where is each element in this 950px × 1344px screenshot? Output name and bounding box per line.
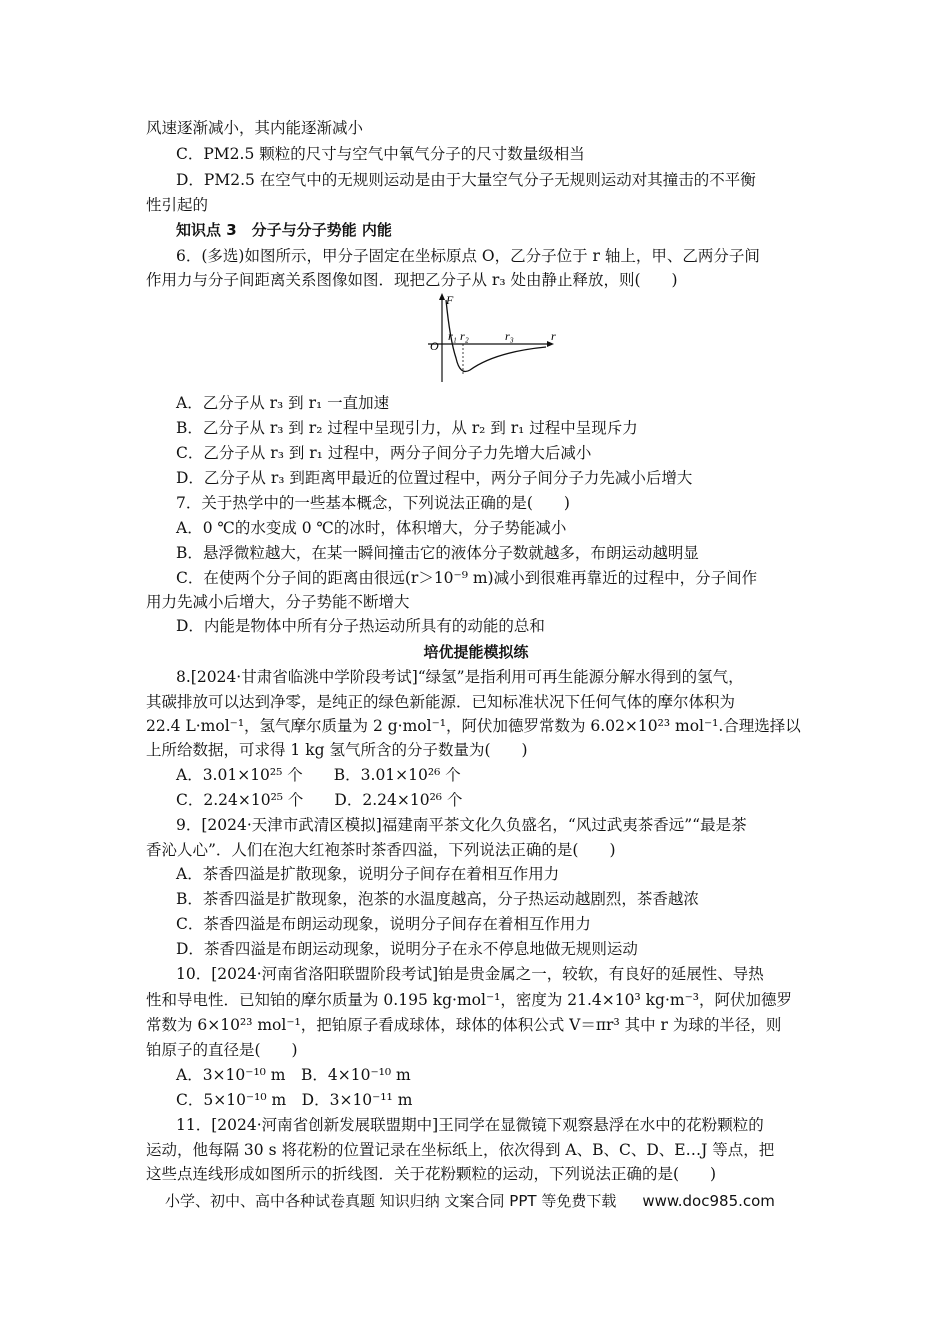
text-line: 性引起的: [146, 196, 209, 214]
option-a: A．茶香四溢是扩散现象，说明分子间存在着相互作用力: [176, 865, 560, 883]
option-c: C．茶香四溢是布朗运动现象，说明分子间存在着相互作用力: [176, 915, 591, 933]
option-c: C．在使两个分子间的距离由很远(r＞10⁻⁹ m)减小到很难再靠近的过程中，分子间作: [176, 569, 758, 587]
axis-r-label: r: [551, 329, 556, 343]
option-a: A．0 ℃的水变成 0 ℃的冰时，体积增大，分子势能减小: [176, 519, 567, 537]
text-line: 用力先减小后增大，分子势能不断增大: [146, 593, 410, 611]
options-cd: C．5×10⁻¹⁰ m D．3×10⁻¹¹ m: [176, 1091, 413, 1109]
options-ab: A．3.01×10²⁵ 个 B．3.01×10²⁶ 个: [176, 766, 461, 784]
option-c: C．乙分子从 r₃ 到 r₁ 过程中，两分子间分子力先增大后减小: [176, 444, 592, 462]
question-7: 7．关于热学中的一些基本概念，下列说法正确的是( ): [176, 494, 570, 512]
question-10: 10．[2024·河南省洛阳联盟阶段考试]铂是贵金属之一，较软，有良好的延展性、导热: [176, 965, 764, 983]
text-line: 风速逐渐减小，其内能逐渐减小: [146, 119, 364, 137]
text-line: 上所给数据，可求得 1 kg 氢气所含的分子数量为( ): [146, 741, 528, 759]
question-6: 6．(多选)如图所示，甲分子固定在坐标原点 O，乙分子位于 r 轴上，甲、乙两分子间: [176, 247, 760, 265]
text-line: D．PM2.5 在空气中的无规则运动是由于大量空气分子无规则运动对其撞击的不平衡: [176, 171, 756, 189]
r2-label: r₂: [460, 329, 469, 343]
origin-label: O: [430, 339, 439, 353]
text-line: 常数为 6×10²³ mol⁻¹，把铂原子看成球体，球体的体积公式 V＝πr³ 其中 r 为球的半径，则: [146, 1016, 782, 1034]
text-line: 22.4 L·mol⁻¹，氢气摩尔质量为 2 g·mol⁻¹，阿伏加德罗常数为 6.02×10²³ mol⁻¹.合理选择以: [146, 717, 801, 735]
options-ab: A．3×10⁻¹⁰ m B．4×10⁻¹⁰ m: [176, 1066, 411, 1084]
option-a: A．乙分子从 r₃ 到 r₁ 一直加速: [176, 394, 390, 412]
text-line: C．PM2.5 颗粒的尺寸与空气中氧气分子的尺寸数量级相当: [176, 145, 585, 163]
option-d: D．内能是物体中所有分子热运动所具有的动能的总和: [176, 617, 545, 635]
footer-url[interactable]: www.doc985.com: [642, 1192, 775, 1210]
question-11: 11．[2024·河南省创新发展联盟期中]王同学在显微镜下观察悬浮在水中的花粉颗粒的: [176, 1116, 764, 1134]
text-line: 其碳排放可以达到净零，是纯正的绿色新能源．已知标准状况下任何气体的摩尔体积为: [146, 693, 736, 711]
option-b: B．茶香四溢是扩散现象，泡茶的水温度越高，分子热运动越剧烈，茶香越浓: [176, 890, 699, 908]
text-line: 铂原子的直径是( ): [146, 1041, 298, 1059]
text-line: 作用力与分子间距离关系图像如图．现把乙分子从 r₃ 处由静止释放，则( ): [146, 271, 678, 289]
footer-text: 小学、初中、高中各种试卷真题 知识归纳 文案合同 PPT 等免费下载: [165, 1192, 617, 1210]
question-9: 9．[2024·天津市武清区模拟]福建南平茶文化久负盛名，“风过武夷茶香远”“最是茶: [176, 816, 747, 834]
options-cd: C．2.24×10²⁵ 个 D．2.24×10²⁶ 个: [176, 791, 463, 809]
axis-f-label: F: [446, 293, 454, 307]
force-distance-graph: [420, 290, 570, 390]
section-heading: 知识点 3 分子与分子势能 内能: [176, 221, 392, 239]
text-line: 这些点连线形成如图所示的折线图．关于花粉颗粒的运动，下列说法正确的是( ): [146, 1165, 717, 1183]
option-b: B．悬浮微粒越大，在某一瞬间撞击它的液体分子数就越多，布朗运动越明显: [176, 544, 699, 562]
text-line: 香沁人心”．人们在泡大红袍茶时茶香四溢，下列说法正确的是( ): [146, 841, 616, 859]
option-b: B．乙分子从 r₃ 到 r₂ 过程中呈现引力，从 r₂ 到 r₁ 过程中呈现斥力: [176, 419, 638, 437]
question-8: 8.[2024·甘肃省临洮中学阶段考试]“绿氢”是指利用可再生能源分解水得到的氢气，: [176, 668, 744, 686]
section-heading: 培优提能模拟练: [423, 643, 529, 661]
option-d: D．乙分子从 r₃ 到距离甲最近的位置过程中，两分子间分子力先减小后增大: [176, 469, 693, 487]
text-line: 性和导电性．已知铂的摩尔质量为 0.195 kg·mol⁻¹，密度为 21.4×10³ kg·m⁻³，阿伏加德罗: [146, 991, 792, 1009]
option-d: D．茶香四溢是布朗运动现象，说明分子在永不停息地做无规则运动: [176, 940, 638, 958]
text-line: 运动，他每隔 30 s 将花粉的位置记录在坐标纸上，依次得到 A、B、C、D、E…J 等点，把: [146, 1141, 775, 1159]
r1-label: r₁: [448, 329, 457, 343]
r3-label: r₃: [505, 329, 514, 343]
page-footer: [165, 1190, 775, 1211]
